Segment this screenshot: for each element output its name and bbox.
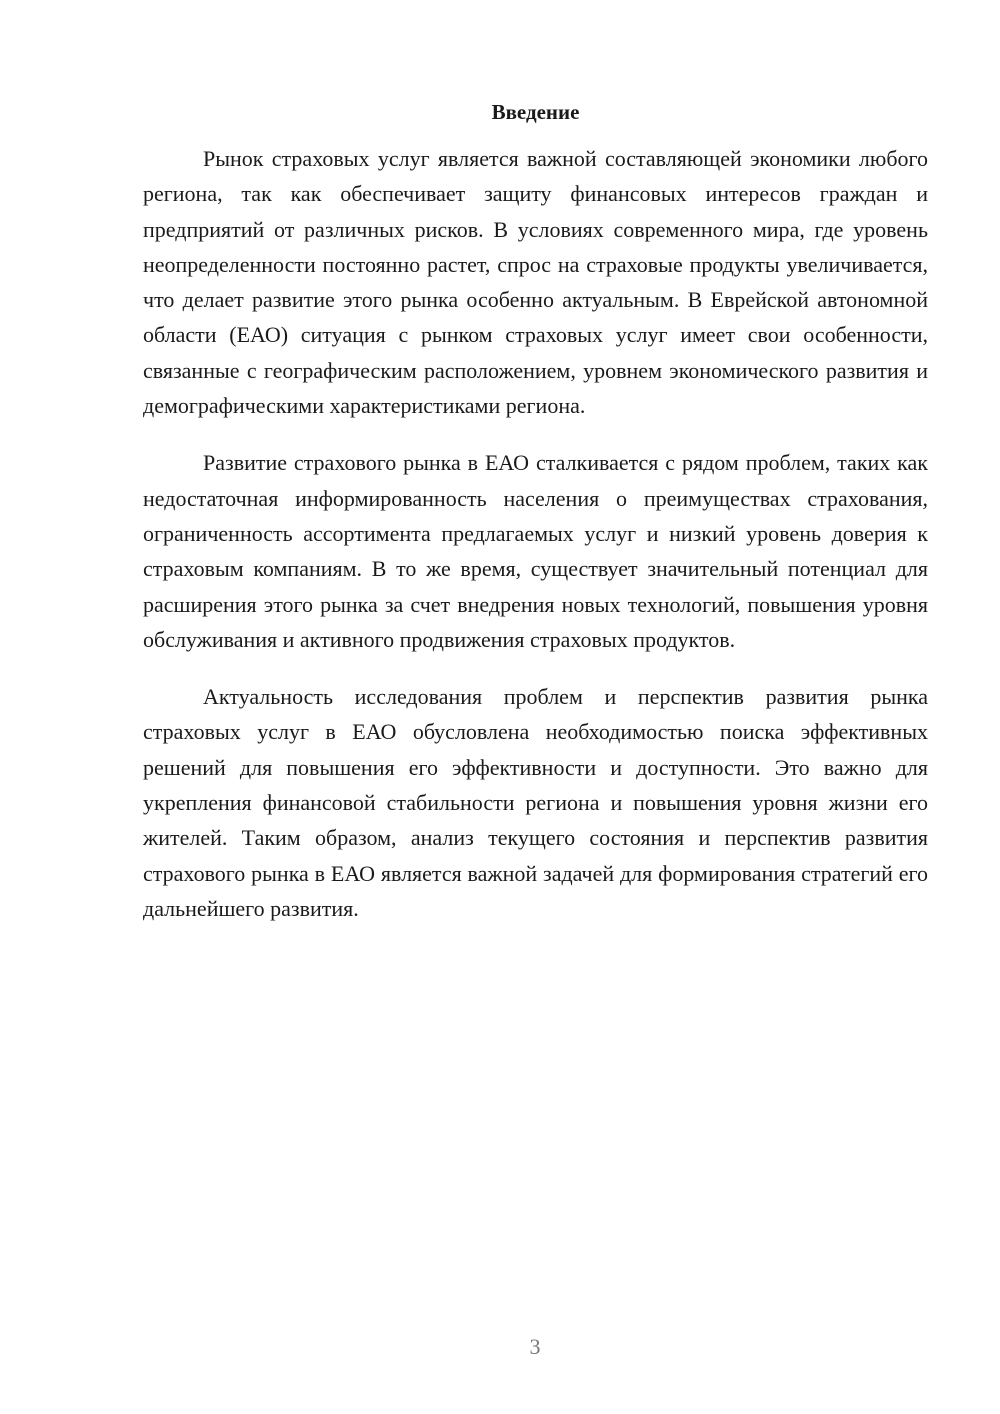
- section-heading: Введение: [491, 100, 580, 124]
- document-body: [143, 141, 928, 948]
- paragraph-3: Актуальность исследования проблем и перспектив развития рынка страховых услуг в ЕАО обусловлена необходимостью поиска эффективных решений для повышения его эффективности и доступности. Это важно для укрепления финансовой стабильности региона и повышения уровня жизни его жителей. Таким образом, анализ текущего состояния и перспектив развития страхового рынка в ЕАО является важной задачей для формирования стратегий его дальнейшего развития.: [143, 684, 928, 921]
- page-number: 3: [529, 1334, 541, 1359]
- paragraph-2: Развитие страхового рынка в ЕАО сталкивается с рядом проблем, таких как недостаточная информированность населения о преимуществах страхования, ограниченность ассортимента предлагаемых услуг и низкий уровень доверия к страховым компаниям. В то же время, существует значительный потенциал для расширения этого рынка за счет внедрения новых технологий, повышения уровня обслуживания и активного продвижения страховых продуктов.: [143, 450, 928, 652]
- paragraph-1: Рынок страховых услуг является важной составляющей экономики любого региона, так как обеспечивает защиту финансовых интересов граждан и предприятий от различных рисков. В условиях современного мира, где уровень неопределенности постоянно растет, спрос на страховые продукты увеличивается, что делает развитие этого рынка особенно актуальным. В Еврейской автономной области (ЕАО) ситуация с рынком страховых услуг имеет свои особенности, связанные с географическим расположением, уровнем экономического развития и демографическими характеристиками региона.: [143, 146, 928, 419]
